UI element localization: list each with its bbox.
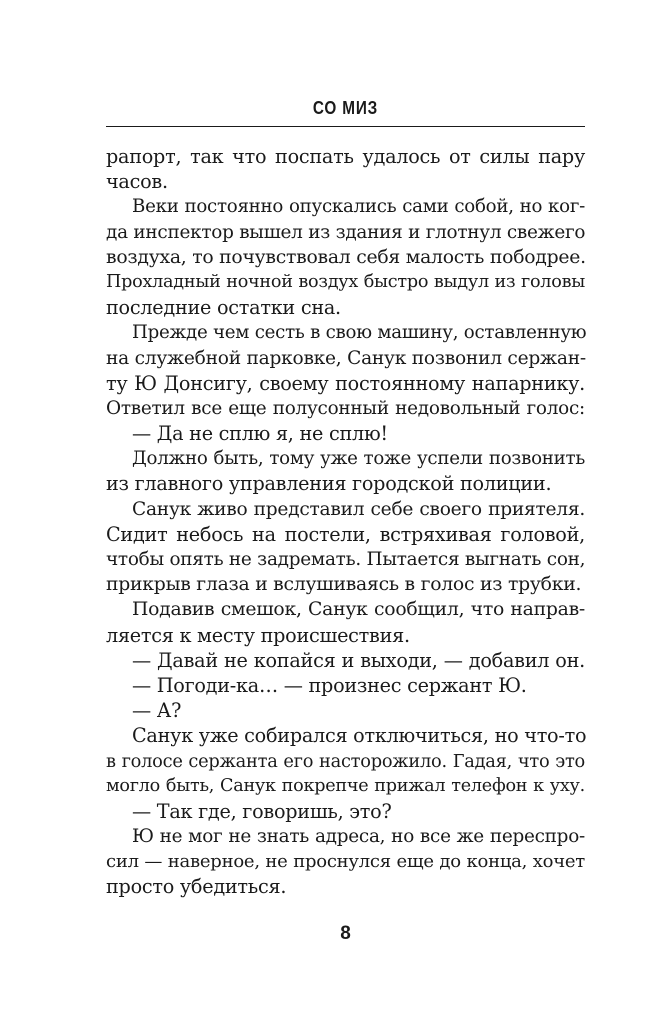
running-title: СО МИЗ — [312, 98, 379, 118]
text-line: последние остатки сна. — [106, 296, 341, 320]
text-line: могло быть, Санук покрепче прижал телефон к уху. — [106, 775, 585, 796]
header-rule — [106, 126, 585, 127]
text-line: Подавив смешок, Санук сообщил, что направ- — [132, 599, 585, 621]
text-line: прикрыв глаза и вслушиваясь в голос из трубки. — [106, 574, 582, 596]
text-line: Ю не мог не знать адреса, но все же переспро- — [132, 826, 585, 848]
text-line: — Давай не копайся и выходи, — добавил он. — [132, 648, 585, 672]
text-line: из главного управления городской полиции. — [106, 472, 552, 496]
text-line: — Так где, говоришь, это? — [132, 799, 392, 823]
text-line: Ответил все еще полусонный недовольный голос: — [106, 397, 585, 419]
text-line: на служебной парковке, Санук позвонил сержан- — [106, 347, 586, 369]
text-line: Санук живо представил себе своего приятеля. — [132, 498, 585, 520]
text-line: да инспектор вышел из здания и глотнул свежего — [106, 221, 586, 243]
text-line: — Погоди-ка… — произнес сержант Ю. — [132, 673, 527, 697]
text-line: рапорт, так что поспать удалось от силы пару — [106, 145, 585, 168]
text-line: сил — наверное, не проснулся еще до конца, хочет — [106, 851, 585, 873]
text-line: часов. — [106, 170, 168, 194]
text-line: воздуха, то почувствовал себя малость пободрее. — [106, 246, 586, 268]
text-line: просто убедиться. — [106, 875, 287, 899]
text-line: — А? — [132, 699, 182, 723]
text-line: ту Ю Донсигу, своему постоянному напарнику. — [106, 371, 585, 395]
text-line: Должно быть, тому уже тоже успели позвонить — [132, 448, 585, 470]
text-body — [106, 144, 585, 900]
page-number: 8 — [340, 923, 351, 944]
text-line: чтобы опять не задремать. Пытается выгнать сон, — [106, 549, 586, 570]
text-line: Санук уже собирался отключиться, но что-то — [132, 724, 587, 748]
text-line: Сидит небось на постели, встряхивая головой, — [106, 522, 585, 546]
text-line: Веки постоянно опускались сами собой, но ког- — [132, 196, 585, 218]
text-line: Прежде чем сесть в свою машину, оставленную — [132, 322, 587, 344]
text-line: — Да не сплю я, не сплю! — [132, 422, 388, 446]
text-line: в голосе сержанта его насторожило. Гадая, что это — [106, 750, 585, 772]
text-line: Прохладный ночной воздух быстро выдул из головы — [106, 271, 585, 292]
text-line: ляется к месту происшествия. — [106, 623, 410, 647]
